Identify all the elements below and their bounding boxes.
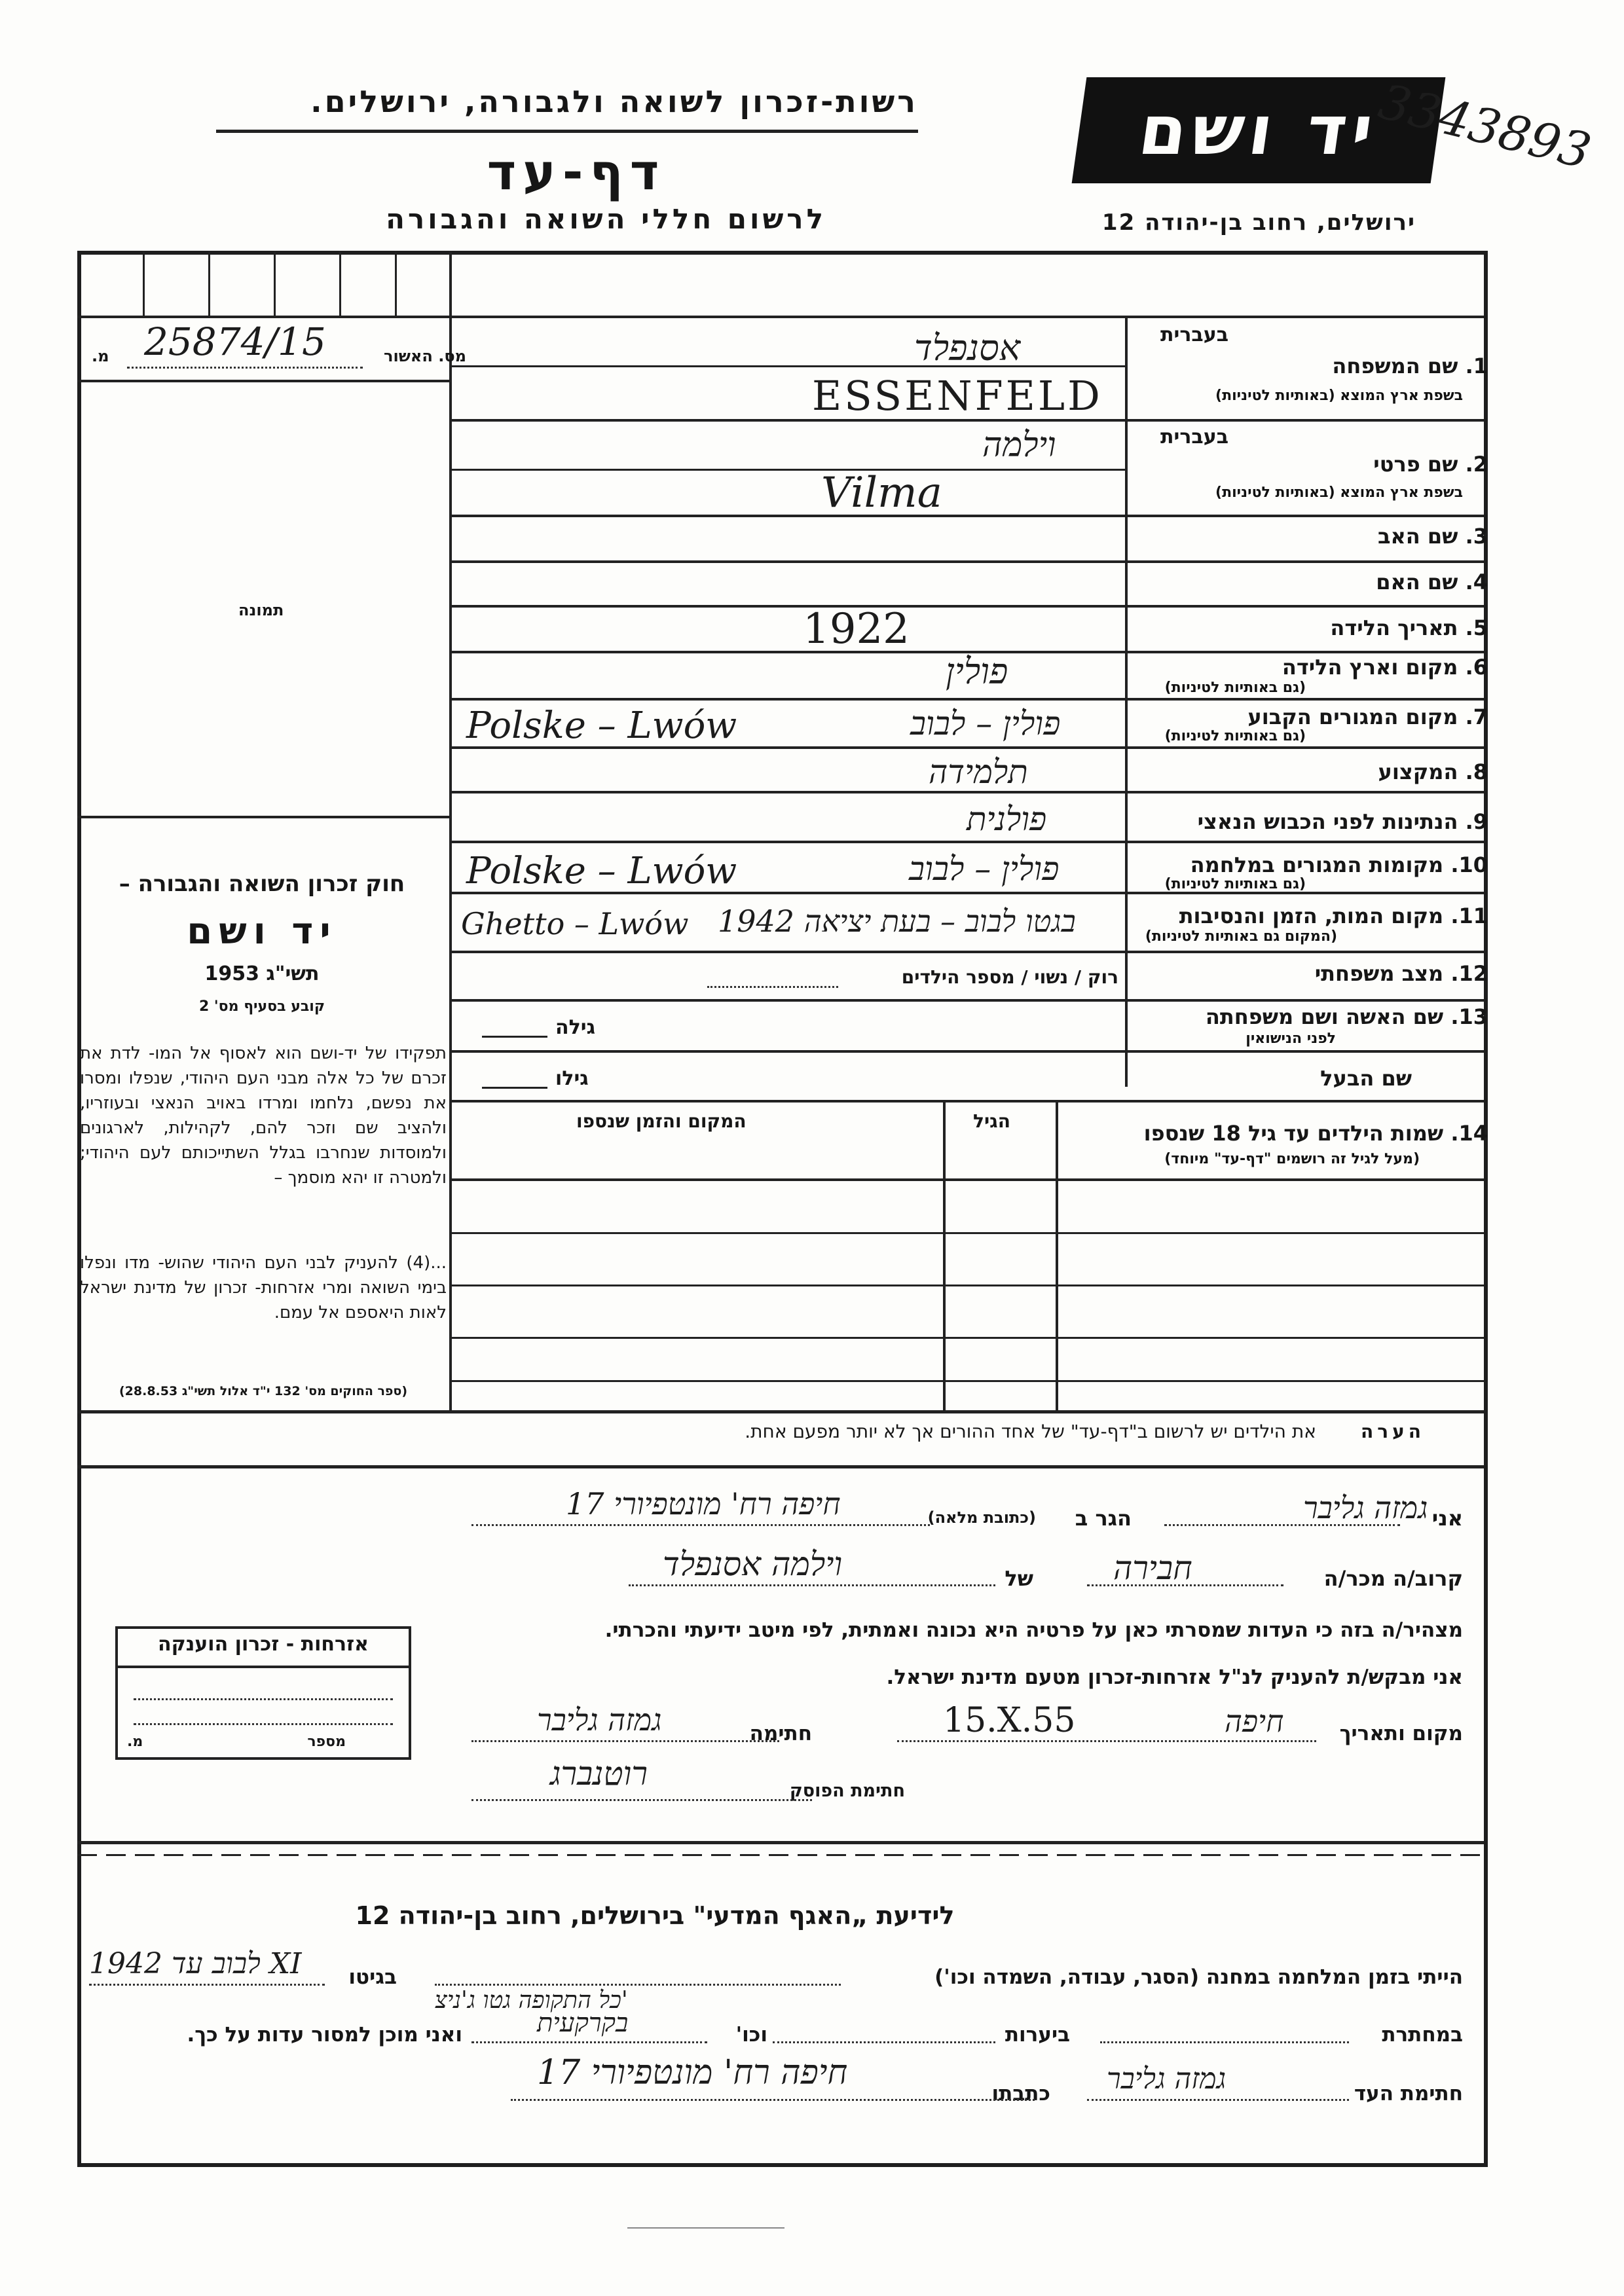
strip-tick-1 — [143, 251, 145, 316]
witness-address-label: כתבתו — [991, 2082, 1050, 2105]
field-7-value-heb[interactable]: פולין – לבוב — [910, 704, 1061, 742]
field-2-sub: בשפת ארץ המוצא (באותיות לטיניות) — [1215, 484, 1463, 501]
strip-tick-4 — [339, 251, 341, 316]
form-subtitle: לרשום חללי השואה והגבורה — [386, 203, 826, 235]
field-13-name: שם האשה ושם משפחתה — [1205, 1004, 1444, 1029]
note-text: את הילדים יש לרשום ב"דף-עד" של אחד ההורים אך לא יותר מפעם אחת. — [745, 1421, 1316, 1442]
field-10-value-lat[interactable]: Polske – Lwów — [466, 850, 737, 892]
field-4-name: שם האם — [1376, 570, 1458, 594]
place-date-label: מקום ותאריך — [1339, 1722, 1463, 1745]
info-title: לידיעת „האגף המדעי" בירושלים, רחוב בן-יהודה 12 — [355, 1901, 955, 1930]
approval-suffix: מ. — [92, 347, 109, 365]
relation-label: קרוב/ה מכר/ה — [1323, 1566, 1463, 1591]
husband-age-label: גילו — [555, 1067, 589, 1090]
children-row-line-2 — [452, 1285, 1484, 1286]
law-year: תשי"ג 1953 — [204, 962, 320, 985]
row-line-6 — [452, 698, 1484, 701]
husband-label: שם הבעל — [1320, 1066, 1412, 1091]
underground-label: במחתרת — [1382, 2023, 1463, 2047]
field-11-sub: (המקום גם באותיות לטיניות) — [1145, 928, 1337, 945]
declarant-name-line — [1164, 1524, 1400, 1526]
field-8-name: המקצוע — [1378, 759, 1458, 784]
row-line-8 — [452, 791, 1484, 793]
field-12-label — [1315, 961, 1488, 986]
field-1-tag: בעברית — [1160, 323, 1228, 346]
ghetto-label: בגיטו — [348, 1965, 397, 1989]
row-line-1a — [452, 365, 1126, 367]
archive-number: 3343893 — [1373, 73, 1596, 181]
place-value[interactable]: חיפה — [1225, 1704, 1284, 1739]
approval-number[interactable]: 25874/15 — [144, 319, 326, 364]
residing-label: הגר ב — [1075, 1506, 1132, 1531]
field-5-label — [1330, 615, 1488, 640]
field-3-num: 3. — [1465, 524, 1488, 549]
strip-tick-3 — [274, 251, 276, 316]
etc-value[interactable]: בקרקעית — [537, 2008, 629, 2038]
field-14-sub: (מעל לגיל זה רושמים "דף-עד" מיוחד) — [1164, 1151, 1420, 1167]
field-5-name: תאריך הלידה — [1330, 615, 1458, 640]
testimony-ready: ואני מוכן למסור עדות על כך. — [187, 2023, 462, 2047]
row-line-4 — [452, 605, 1484, 608]
law-body: תפקידו של יד-ושם הוא לאסוף אל המו- לדת את זכרם של כל אלה מבני העם היהודי, שנפלו ומסרו את נפשם, נלחמו ומרדו באויב הנאצי ובעוזריו, ולהציב שם וזכר להם, לקהילות, לארגונים ולמוסדות שנחרבו בגלל השתייכותם לעם היהודי; ולמטרה זו יהא מוסמך – — [80, 1044, 447, 1188]
field-12-num: 12. — [1450, 961, 1488, 986]
field-11-label — [1179, 903, 1488, 928]
witness-sig-label: חתימת העד — [1354, 2082, 1463, 2105]
children-header-line — [452, 1178, 1484, 1181]
field-1-num: 1. — [1465, 354, 1488, 378]
row-line-2 — [452, 515, 1484, 517]
field-7-value-lat[interactable]: Polske – Lwów — [466, 704, 737, 747]
field-2-label — [1373, 452, 1488, 477]
field-4-num: 4. — [1465, 570, 1488, 594]
field-2-value-lat[interactable]: Vilma — [821, 469, 942, 517]
officer-label: חתימת הפוסק — [789, 1781, 905, 1801]
photo-box-bottom — [77, 816, 452, 818]
strip-tick-5 — [395, 251, 397, 316]
field-9-label — [1198, 809, 1488, 834]
field-13-sub: לפני הנישואין — [1246, 1030, 1336, 1047]
children-count-line — [707, 986, 838, 988]
field-5-value[interactable]: 1922 — [803, 605, 910, 653]
field-9-value[interactable]: פולנית — [967, 800, 1047, 838]
approval-label: מס. האשור — [384, 347, 466, 365]
row-line-13 — [452, 1050, 1484, 1053]
address-hint: (כתובת מלאה) — [927, 1508, 1036, 1527]
witness-address-line — [511, 2099, 1035, 2101]
left-column-divider — [449, 318, 452, 1413]
declarant-name[interactable]: גמזה גליבר — [1303, 1490, 1428, 1525]
etc-label: וכו' — [735, 2023, 767, 2047]
forests-line — [773, 2041, 995, 2043]
field-5-num: 5. — [1465, 615, 1488, 640]
statement-1: מצהיר/ה בזה כי העדות שמסרתי כאן על פרטיה היא נכונה ואמתית, לפי מיטב ידיעתי והכרתי. — [604, 1618, 1463, 1642]
note-top-line — [77, 1410, 1484, 1413]
citizenship-title: אזרחות - זכרון הוענקה — [158, 1633, 369, 1656]
witness-address[interactable]: חיפה רח' מונטפיורי 17 — [537, 2053, 848, 2092]
section-divider — [77, 1841, 1484, 1844]
children-col-age: הגיל — [973, 1110, 1010, 1132]
officer-signature[interactable]: רוטנברג — [550, 1755, 648, 1793]
field-11-name: מקום המות, הזמן והנסיבות — [1179, 903, 1444, 928]
photo-label: תמונה — [238, 601, 284, 619]
citizenship-dot-1 — [134, 1698, 393, 1700]
top-strip-divider — [449, 251, 452, 318]
children-row-line-1 — [452, 1232, 1484, 1234]
row-line-2a — [452, 469, 1126, 471]
signature-line — [471, 1740, 779, 1742]
field-2-value-heb[interactable]: וילמה — [982, 426, 1056, 465]
children-row-line-3 — [452, 1337, 1484, 1339]
relation-line — [1087, 1584, 1283, 1586]
law-body-2: ...(4) להעניק לבני העם היהודי שהוש- מדו ונפלו בימי השואה ומרי אזרחות- זכרון של מדינת ישראל לאות היאספם אל עמם. — [80, 1253, 447, 1322]
wife-age-line — [482, 1036, 547, 1038]
citizenship-title-line — [118, 1666, 409, 1668]
witness-sig-line — [1087, 2099, 1349, 2101]
field-4-label — [1376, 570, 1488, 594]
wife-age-label: גילה — [555, 1016, 595, 1039]
field-11-num: 11. — [1450, 903, 1488, 928]
field-10-label — [1190, 852, 1488, 877]
field-6-name: מקום וארץ הלידה — [1282, 655, 1458, 680]
statement-2: אני מבקש/ת להעניק לנ"ל אזרחות-זכרון מטעם מדינת ישראל. — [886, 1666, 1463, 1689]
law-clause: קובע בסעיף מס' 2 — [198, 998, 325, 1015]
declarant-i-label: אני — [1431, 1506, 1463, 1531]
law-source: (ספר החוקים מס' 132 י"ד אלול תשי"ג 28.8.53) — [119, 1384, 408, 1398]
field-8-num: 8. — [1465, 759, 1488, 784]
law-title: חוק זכרון השואה והגבורה – — [119, 871, 405, 897]
field-6-sub: (גם באותיות לטיניות) — [1164, 680, 1306, 696]
children-row-line-4 — [452, 1380, 1484, 1382]
field-6-num: 6. — [1465, 655, 1488, 680]
etc-line — [471, 2041, 707, 2043]
field-2-name: שם פרטי — [1373, 452, 1458, 477]
authority-title: רשות-זכרון לשואה ולגבורה, ירושלים. — [310, 84, 918, 119]
field-11-value-lat[interactable]: Ghetto – Lwów — [461, 906, 689, 941]
field-6-label — [1282, 655, 1488, 680]
field-13-num: 13. — [1450, 1004, 1488, 1029]
law-name: יד ושם — [187, 910, 337, 953]
declarant-address-line — [471, 1524, 930, 1526]
footer-mark — [627, 2227, 784, 2229]
citizenship-suffix: מ. — [127, 1734, 143, 1750]
field-7-sub: (גם באותיות לטיניות) — [1164, 728, 1306, 744]
of-name[interactable]: וילמה אסנפלד — [663, 1545, 843, 1583]
of-label: של — [1005, 1566, 1033, 1591]
row-line-3 — [452, 560, 1484, 563]
section-divider-dash — [77, 1854, 1484, 1856]
strip-tick-2 — [208, 251, 210, 316]
row-line-9 — [452, 841, 1484, 843]
field-1-value-heb[interactable]: אסנפלד — [914, 327, 1021, 369]
officer-line — [471, 1799, 812, 1801]
form-frame — [77, 251, 1488, 2167]
extra-value[interactable]: כל התקופה גטו ג'ניצ' — [435, 1987, 628, 2014]
info-line-1: הייתי בזמן המלחמה במחנה (הסגר, עבודה, השמדה וכו') — [934, 1965, 1463, 1989]
children-col-div-1 — [943, 1102, 946, 1413]
relation-value[interactable]: חבירה — [1113, 1549, 1192, 1587]
ghetto-line — [89, 1984, 325, 1986]
field-14-num: 14. — [1450, 1121, 1488, 1146]
field-8-value[interactable]: תלמידה — [929, 753, 1028, 791]
field-7-name: מקום המגורים הקבוע — [1247, 704, 1458, 729]
field-12-name: מצב משפחתי — [1314, 961, 1444, 986]
field-8-label — [1378, 759, 1488, 784]
row-line-11 — [452, 951, 1484, 953]
witness-signature[interactable]: גמזה גליבר — [1107, 2062, 1227, 2096]
top-strip-line — [77, 316, 1484, 318]
info-line-1-dots — [435, 1984, 841, 1986]
field-6-value[interactable]: פולין — [946, 651, 1008, 692]
forests-label: ביערות — [1005, 2023, 1070, 2047]
note-label: הערה — [1361, 1421, 1425, 1442]
children-col-div-2 — [1056, 1102, 1058, 1413]
approval-dotline — [127, 367, 363, 369]
field-1-value-lat[interactable]: ESSENFELD — [812, 372, 1103, 420]
underground-line — [1100, 2041, 1349, 2043]
of-line — [629, 1584, 995, 1586]
field-2-num: 2. — [1465, 452, 1488, 477]
field-2-tag: בעברית — [1160, 426, 1228, 448]
husband-age-line — [482, 1087, 547, 1089]
ghetto-value[interactable]: לבוב עד 1942 XI — [89, 1947, 302, 1980]
field-10-name: מקומות המגורים במלחמה — [1190, 852, 1444, 877]
field-11-value-heb[interactable]: בגטו לבוב – בעת יציאה 1942 — [718, 903, 1076, 939]
date-value[interactable]: 15.X.55 — [943, 1701, 1076, 1740]
field-3-name: שם האב — [1377, 524, 1458, 549]
field-1-name: שם המשפחה — [1332, 354, 1458, 378]
field-1-sub: בשפת ארץ המוצא (באותיות לטיניות) — [1215, 388, 1463, 404]
field-10-value-heb[interactable]: פולין – לבוב — [909, 850, 1060, 888]
field-1-label — [1332, 354, 1488, 378]
marital-options: רוק / נשוי / מספר הילדים — [901, 966, 1118, 988]
field-7-label — [1247, 704, 1488, 729]
address-header: ירושלים, רחוב בן-יהודה 12 — [1101, 210, 1416, 236]
citizenship-box — [115, 1626, 411, 1760]
note-bottom-line — [77, 1465, 1484, 1468]
row-line-12 — [452, 999, 1484, 1002]
field-10-sub: (גם באותיות לטיניות) — [1164, 876, 1306, 892]
field-14-label — [1144, 1121, 1488, 1146]
logo-text: יד ושם — [1134, 90, 1384, 170]
field-7-num: 7. — [1465, 704, 1488, 729]
authority-underline — [216, 130, 918, 133]
children-col-place: המקום והזמן שנספו — [576, 1110, 747, 1132]
field-9-name: הנתינות לפני הכבוש הנאצי — [1197, 809, 1458, 834]
row-line-14 — [452, 1100, 1484, 1102]
signature-value[interactable]: גמזה גליבר — [537, 1702, 662, 1738]
citizenship-number-label: מספר — [307, 1734, 346, 1750]
field-3-label — [1378, 524, 1488, 549]
photo-box-top — [77, 380, 452, 382]
place-date-line — [897, 1740, 1316, 1742]
declarant-address[interactable]: חיפה רח' מונטפיורי 17 — [566, 1486, 841, 1522]
signature-label: חתימה — [749, 1722, 812, 1745]
field-10-num: 10. — [1450, 852, 1488, 877]
field-9-num: 9. — [1465, 809, 1488, 834]
label-column-divider — [1125, 318, 1128, 1087]
citizenship-dot-2 — [134, 1723, 393, 1725]
field-14-name: שמות הילדים עד גיל 18 שנספו — [1143, 1121, 1444, 1146]
field-13-label — [1206, 1004, 1488, 1029]
form-title: דף-עד — [487, 143, 666, 201]
